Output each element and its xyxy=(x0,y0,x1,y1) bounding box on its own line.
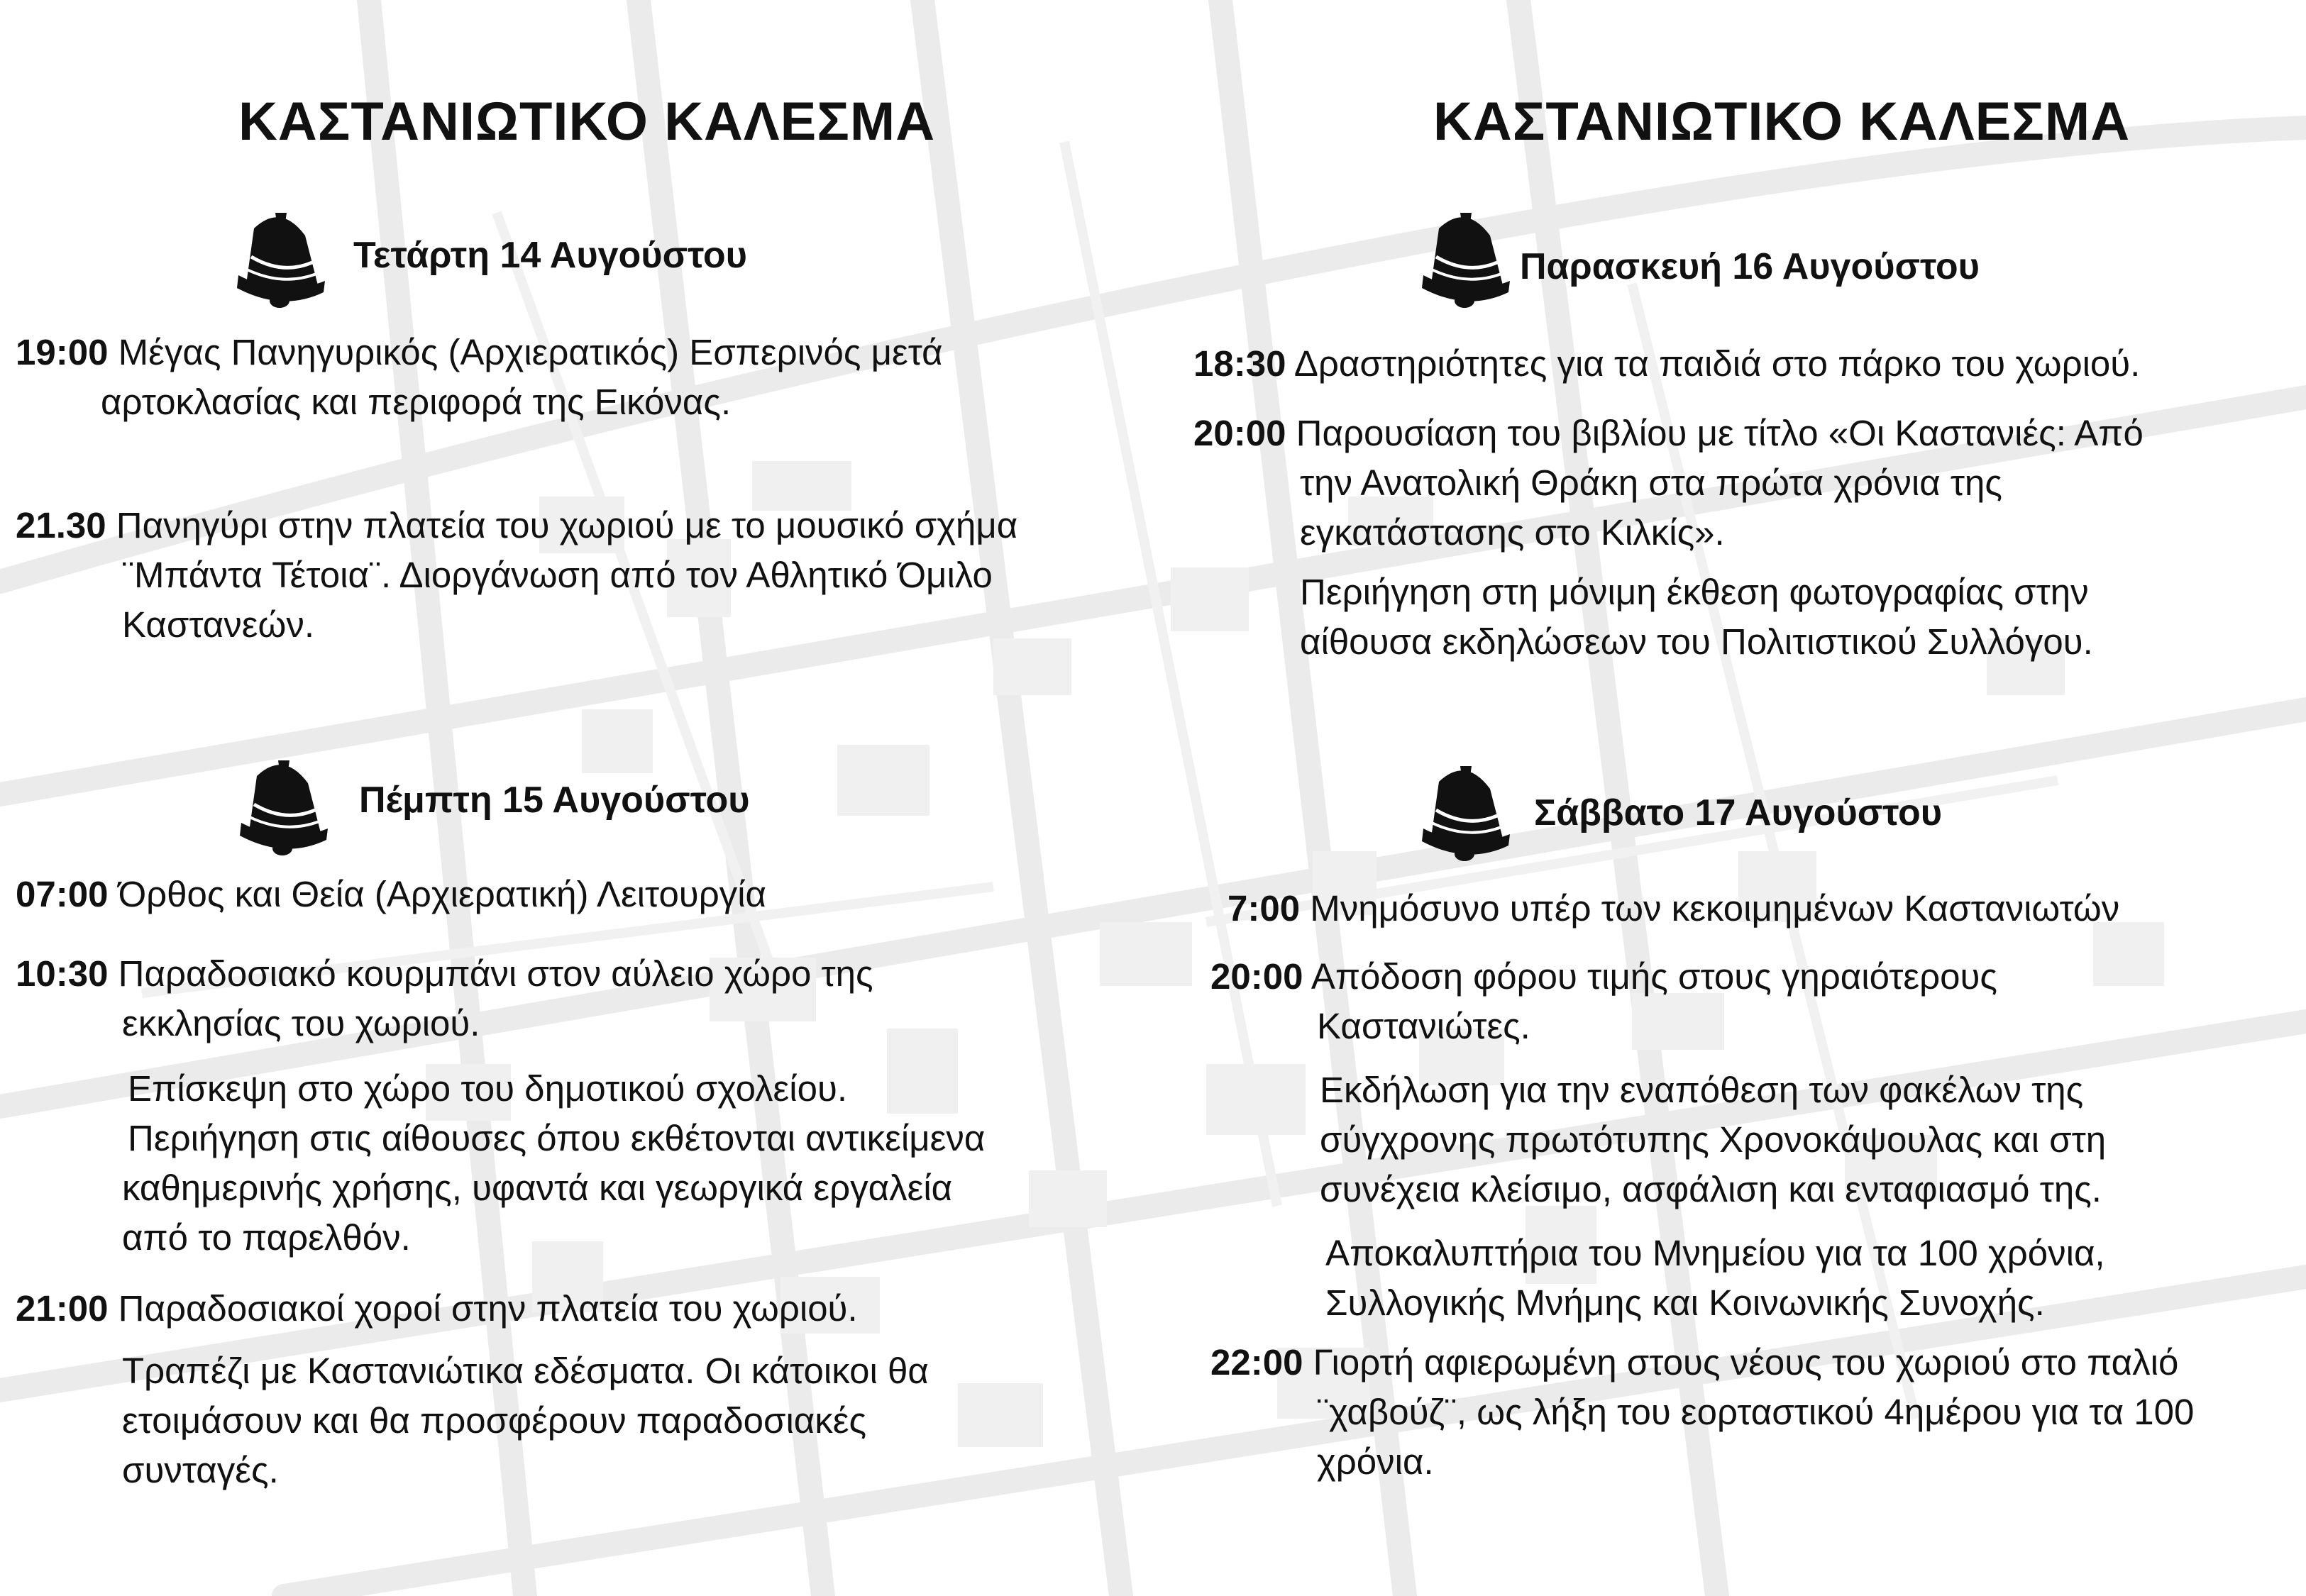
event-time: 20:00 xyxy=(1193,413,1286,453)
event-line: ¨χαβούζ¨, ως λήξη του εορταστικού 4ημέρου για τα 100 xyxy=(1317,1392,2195,1432)
event-time: 21.30 xyxy=(16,505,106,545)
event-line: Αποκαλυπτήρια του Μνημείου για τα 100 χρόνια, xyxy=(1325,1233,2105,1273)
day-heading-saturday: Σάββατο 17 Αυγούστου xyxy=(1534,792,1943,833)
event-line: αίθουσα εκδηλώσεων του Πολιτιστικού Συλλόγου. xyxy=(1300,621,2093,662)
event-time: 07:00 xyxy=(16,874,109,914)
event-line: Τραπέζι με Καστανιώτικα εδέσματα. Οι κάτοικοι θα xyxy=(122,1351,929,1391)
event-line xyxy=(16,949,873,998)
event-line: Συλλογικής Μνήμης και Κοινωνικής Συνοχής. xyxy=(1325,1282,2045,1323)
event-text: Παραδοσιακοί χοροί στην πλατεία του χωριού. xyxy=(118,1288,858,1329)
event-line: καθημερινής χρήσης, υφαντά και γεωργικά εργαλεία xyxy=(122,1168,953,1208)
event-line: Καστανιώτες. xyxy=(1317,1006,1530,1046)
right-page-title: ΚΑΣΤΑΝΙΩΤΙΚΟ ΚΑΛΕΣΜΑ xyxy=(1433,92,2131,152)
event-time: 22:00 xyxy=(1210,1342,1303,1382)
event-text: Μέγας Πανηγυρικός (Αρχιερατικός) Εσπερινός μετά xyxy=(118,332,943,372)
bell-icon xyxy=(1418,207,1511,314)
event-time: 18:30 xyxy=(1193,343,1286,384)
event-text: Απόδοση φόρου τιμής στους γηραιότερους xyxy=(1311,956,1997,997)
event-line: Περιήγηση στη μόνιμη έκθεση φωτογραφίας στην xyxy=(1300,572,2089,612)
day-heading-wednesday: Τετάρτη 14 Αυγούστου xyxy=(353,235,747,276)
bell-icon xyxy=(236,755,329,861)
event-line: την Ανατολική Θράκη στα πρώτα χρόνια της xyxy=(1300,462,2002,503)
event-time: 7:00 xyxy=(1228,888,1301,929)
event-line xyxy=(1210,1338,2178,1387)
event-line: ¨Μπάντα Τέτοια¨. Διοργάνωση από τον Αθλητικό Όμιλο xyxy=(122,555,993,595)
event-line: Καστανεών. xyxy=(122,604,314,645)
event-text: Μνημόσυνο υπέρ των κεκοιμημένων Καστανιωτών xyxy=(1310,888,2120,929)
event-line: εγκατάστασης στο Κιλκίς». xyxy=(1300,512,1725,553)
event-line: αρτοκλασίας και περιφορά της Εικόνας. xyxy=(101,382,732,422)
event-text: Γιορτή αφιερωμένη στους νέους του χωριού στο παλιό xyxy=(1313,1342,2179,1382)
event-line: από το παρελθόν. xyxy=(122,1217,411,1258)
event-time: 19:00 xyxy=(16,332,109,372)
event-line xyxy=(1193,339,2140,388)
event-line xyxy=(1228,884,2119,933)
event-line: σύγχρονης πρωτότυπης Χρονοκάψουλας και στη xyxy=(1320,1119,2107,1160)
day-heading-thursday: Πέμπτη 15 Αυγούστου xyxy=(359,780,750,821)
event-line xyxy=(1210,952,1997,1001)
event-line: Επίσκεψη στο χώρο του δημοτικού σχολείου. xyxy=(128,1068,847,1109)
event-line: συνέχεια κλείσιμο, ασφάλιση και ενταφιασμό της. xyxy=(1320,1169,2102,1209)
bell-icon xyxy=(1418,760,1511,867)
event-line xyxy=(16,501,1017,550)
event-time: 21:00 xyxy=(16,1288,109,1329)
event-time: 20:00 xyxy=(1210,956,1303,997)
event-text: Όρθος και Θεία (Αρχιερατική) Λειτουργία xyxy=(118,874,767,914)
event-text: Παρουσίαση του βιβλίου με τίτλο «Οι Καστανιές: Από xyxy=(1296,413,2144,453)
event-text: Παραδοσιακό κουρμπάνι στον αύλειο χώρο της xyxy=(118,953,873,994)
event-line: ετοιμάσουν και θα προσφέρουν παραδοσιακές xyxy=(122,1400,867,1441)
event-text: Δραστηριότητες για τα παιδιά στο πάρκο του χωριού. xyxy=(1293,343,2141,384)
day-heading-friday: Παρασκευή 16 Αυγούστου xyxy=(1520,246,1980,287)
event-line xyxy=(1193,409,2144,458)
event-line: συνταγές. xyxy=(122,1450,279,1490)
event-line xyxy=(16,870,766,919)
event-time: 10:30 xyxy=(16,953,109,994)
event-line xyxy=(16,1284,858,1333)
bell-icon xyxy=(233,207,326,314)
event-line: χρόνια. xyxy=(1317,1441,1434,1482)
event-text: Πανηγύρι στην πλατεία του χωριού με το μουσικό σχήμα xyxy=(116,505,1018,545)
event-line: Εκδήλωση για την εναπόθεση των φακέλων της xyxy=(1320,1070,2084,1110)
event-line: Περιήγηση στις αίθουσες όπου εκθέτονται αντικείμενα xyxy=(128,1118,986,1158)
event-line xyxy=(16,328,943,377)
left-page-title: ΚΑΣΤΑΝΙΩΤΙΚΟ ΚΑΛΕΣΜΑ xyxy=(238,92,936,152)
event-line: εκκλησίας του χωριού. xyxy=(122,1003,480,1043)
